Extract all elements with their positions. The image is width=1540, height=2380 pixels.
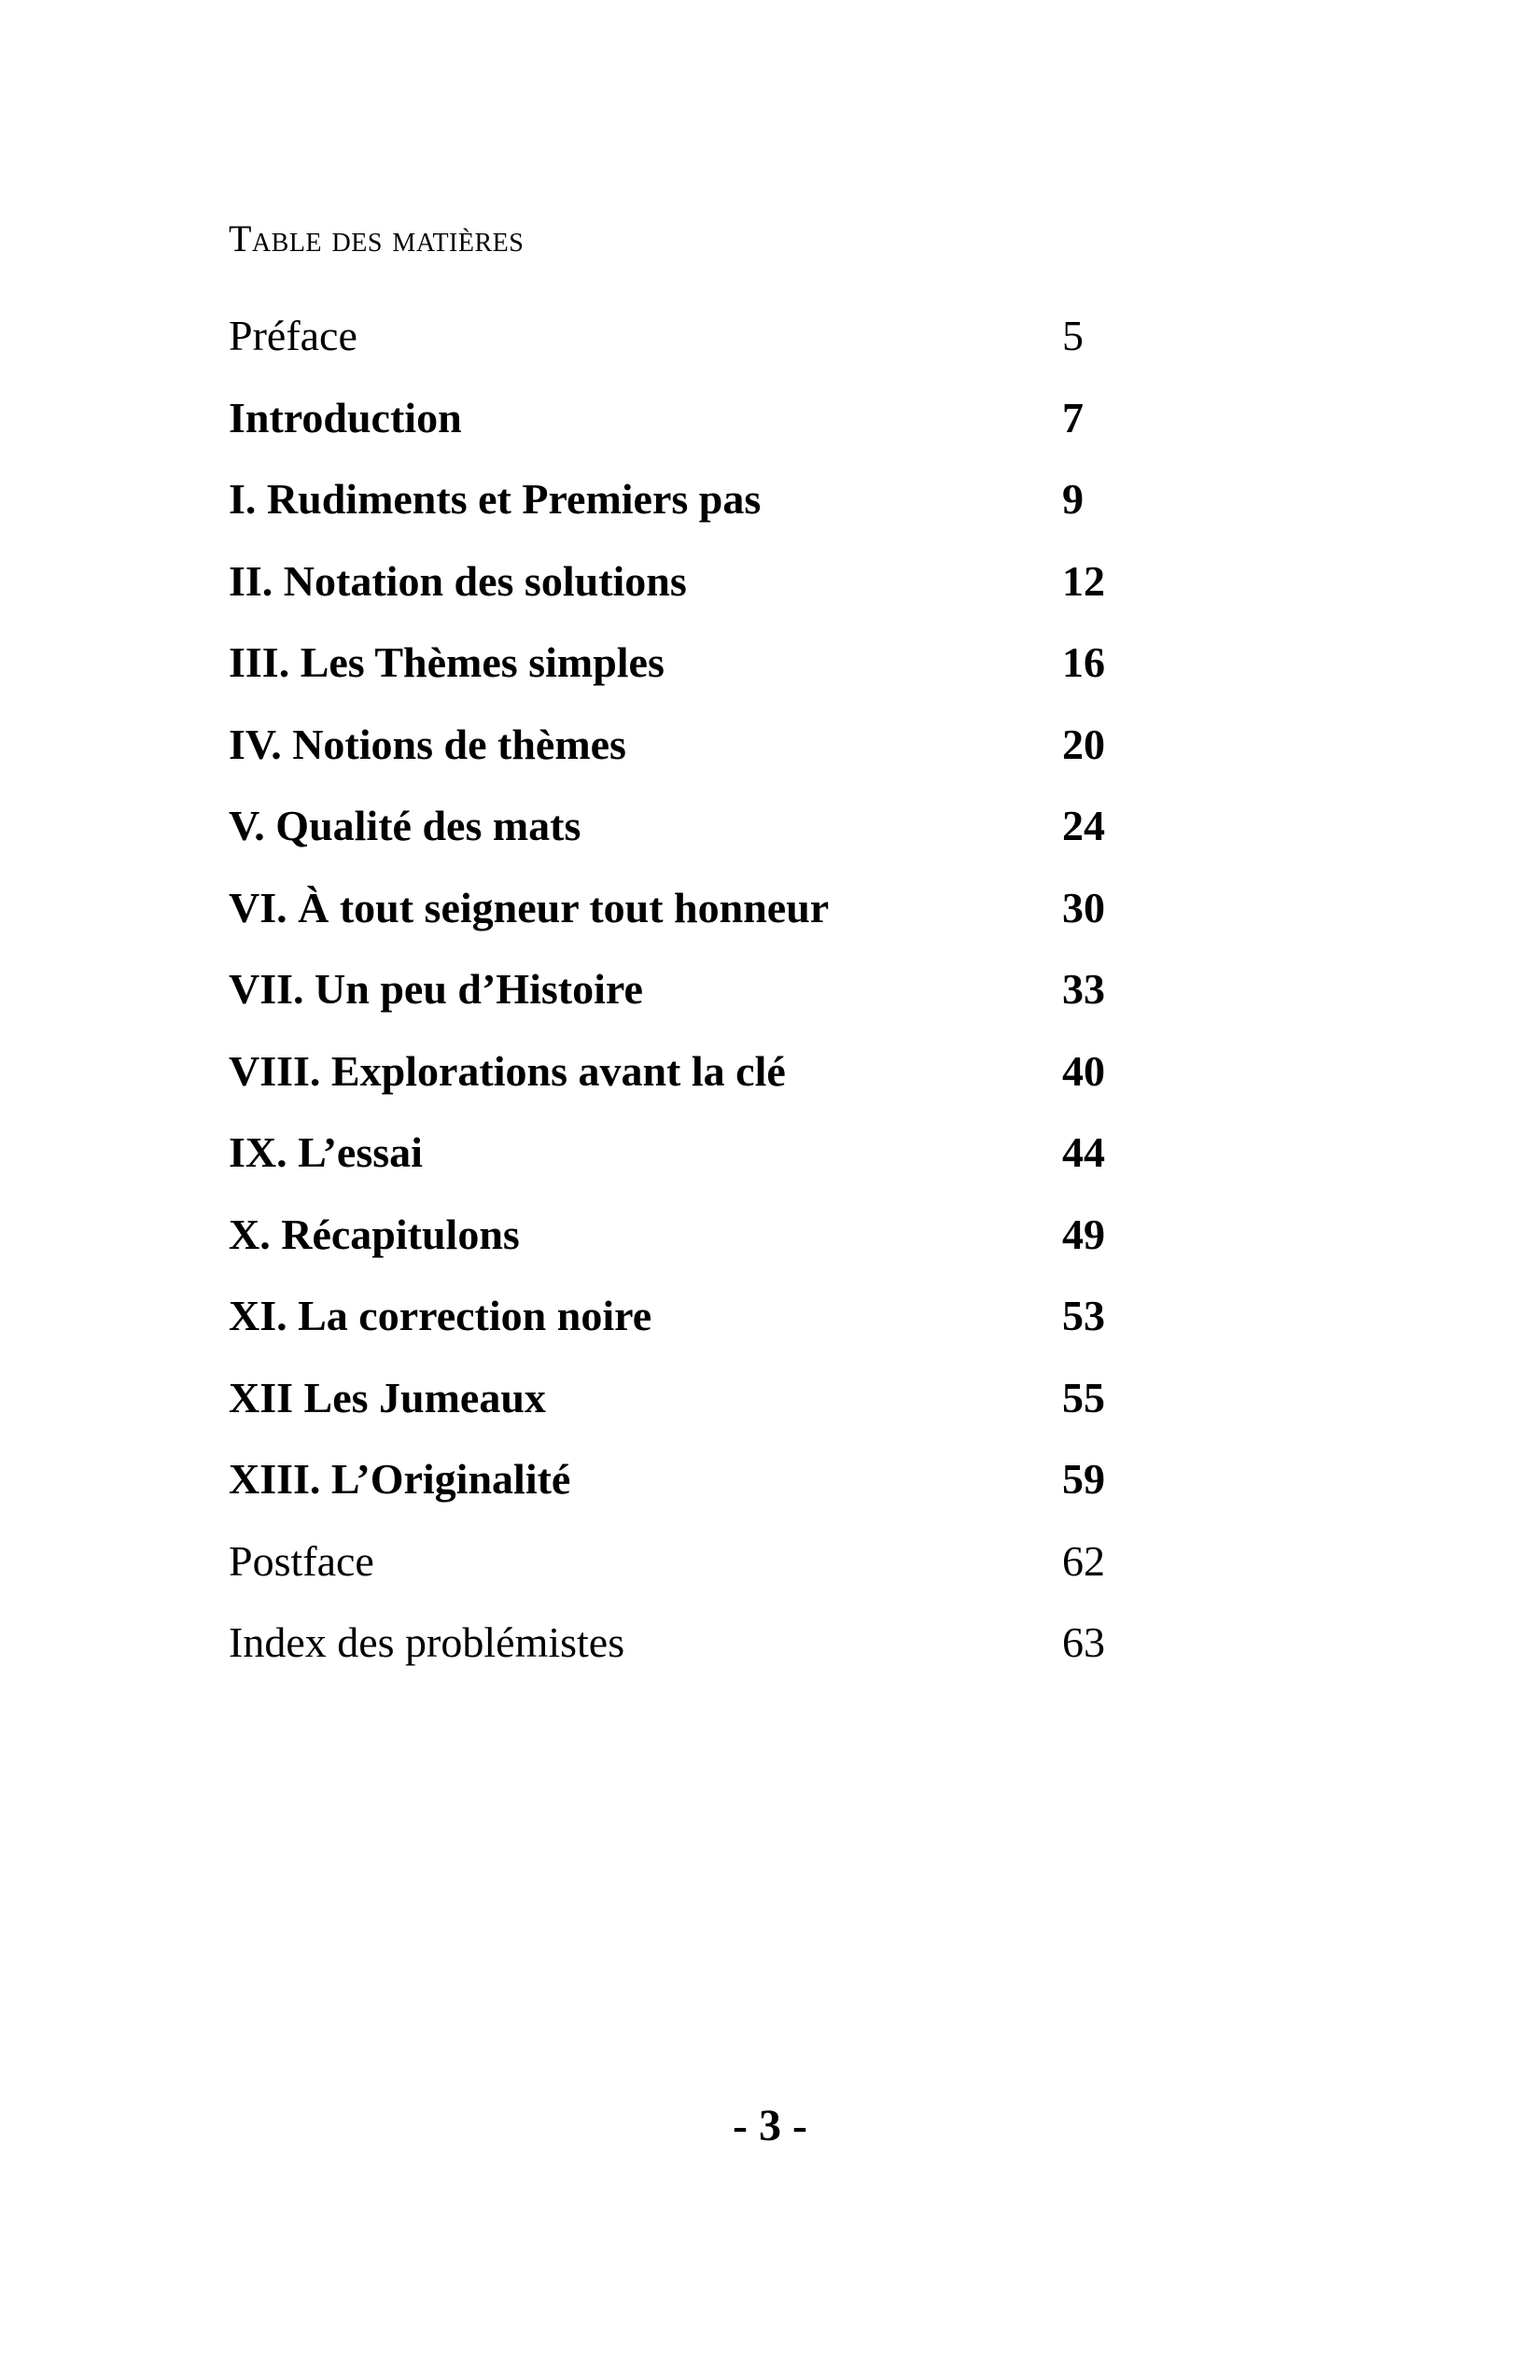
toc-entry-page: 49 <box>1062 1210 1105 1258</box>
toc-entry-page: 5 <box>1062 312 1084 359</box>
toc-entry <box>229 1125 1162 1207</box>
toc-heading: Table des matières <box>229 217 525 259</box>
toc-entry <box>229 798 1162 880</box>
toc-entry-page: 59 <box>1062 1455 1105 1503</box>
toc-entry-label: VI. À tout seigneur tout honneur <box>229 883 830 931</box>
page-number: - 3 - <box>733 2101 807 2150</box>
toc-entry <box>229 553 1162 636</box>
toc-entry-page: 63 <box>1062 1618 1105 1666</box>
toc-entry-page: 53 <box>1062 1292 1105 1339</box>
toc-entry <box>229 635 1162 717</box>
toc-entry-page: 9 <box>1062 475 1084 523</box>
toc-entry-page: 40 <box>1062 1046 1105 1095</box>
toc-entry-page: 33 <box>1062 965 1105 1013</box>
toc-entry-page: 12 <box>1062 556 1105 605</box>
toc-entry-page: 20 <box>1062 720 1105 768</box>
toc-entry <box>229 880 1162 962</box>
toc-entry-label: Introduction <box>229 393 462 441</box>
table-of-contents <box>229 308 1162 1697</box>
toc-entry <box>229 1615 1162 1697</box>
toc-entry <box>229 1370 1162 1452</box>
toc-entry <box>229 390 1162 472</box>
toc-entry-label: V. Qualité des mats <box>229 802 581 849</box>
toc-entry-label: Postface <box>229 1536 374 1585</box>
toc-entry <box>229 471 1162 553</box>
toc-entry <box>229 1043 1162 1126</box>
toc-entry-label: IV. Notions de thèmes <box>229 720 626 768</box>
toc-entry-label: X. Récapitulons <box>229 1210 520 1258</box>
toc-entry-page: 55 <box>1062 1373 1105 1421</box>
toc-entry-label: Préface <box>229 312 357 359</box>
toc-entry-label: XII Les Jumeaux <box>229 1373 546 1421</box>
toc-entry-page: 24 <box>1062 802 1105 849</box>
toc-entry-label: VII. Un peu d’Histoire <box>229 965 643 1013</box>
toc-entry-label: I. Rudiments et Premiers pas <box>229 475 762 523</box>
toc-entry <box>229 1533 1162 1616</box>
toc-entry-page: 16 <box>1062 638 1105 686</box>
toc-entry-label: II. Notation des solutions <box>229 556 687 605</box>
toc-entry <box>229 308 1162 390</box>
toc-entry-page: 62 <box>1062 1536 1105 1585</box>
toc-entry-label: III. Les Thèmes simples <box>229 638 665 686</box>
toc-entry <box>229 717 1162 799</box>
toc-entry-label: VIII. Explorations avant la clé <box>229 1046 786 1095</box>
toc-entry-page: 7 <box>1062 393 1084 441</box>
toc-entry <box>229 1288 1162 1370</box>
toc-entry-label: XI. La correction noire <box>229 1292 652 1339</box>
toc-entry-label: XIII. L’Originalité <box>229 1455 571 1503</box>
toc-entry-page: 30 <box>1062 883 1105 931</box>
toc-entry-label: IX. L’essai <box>229 1128 423 1176</box>
toc-entry <box>229 1451 1162 1533</box>
toc-entry-page: 44 <box>1062 1128 1105 1176</box>
toc-entry-label: Index des problémistes <box>229 1618 625 1666</box>
toc-entry <box>229 1207 1162 1289</box>
toc-entry <box>229 961 1162 1043</box>
